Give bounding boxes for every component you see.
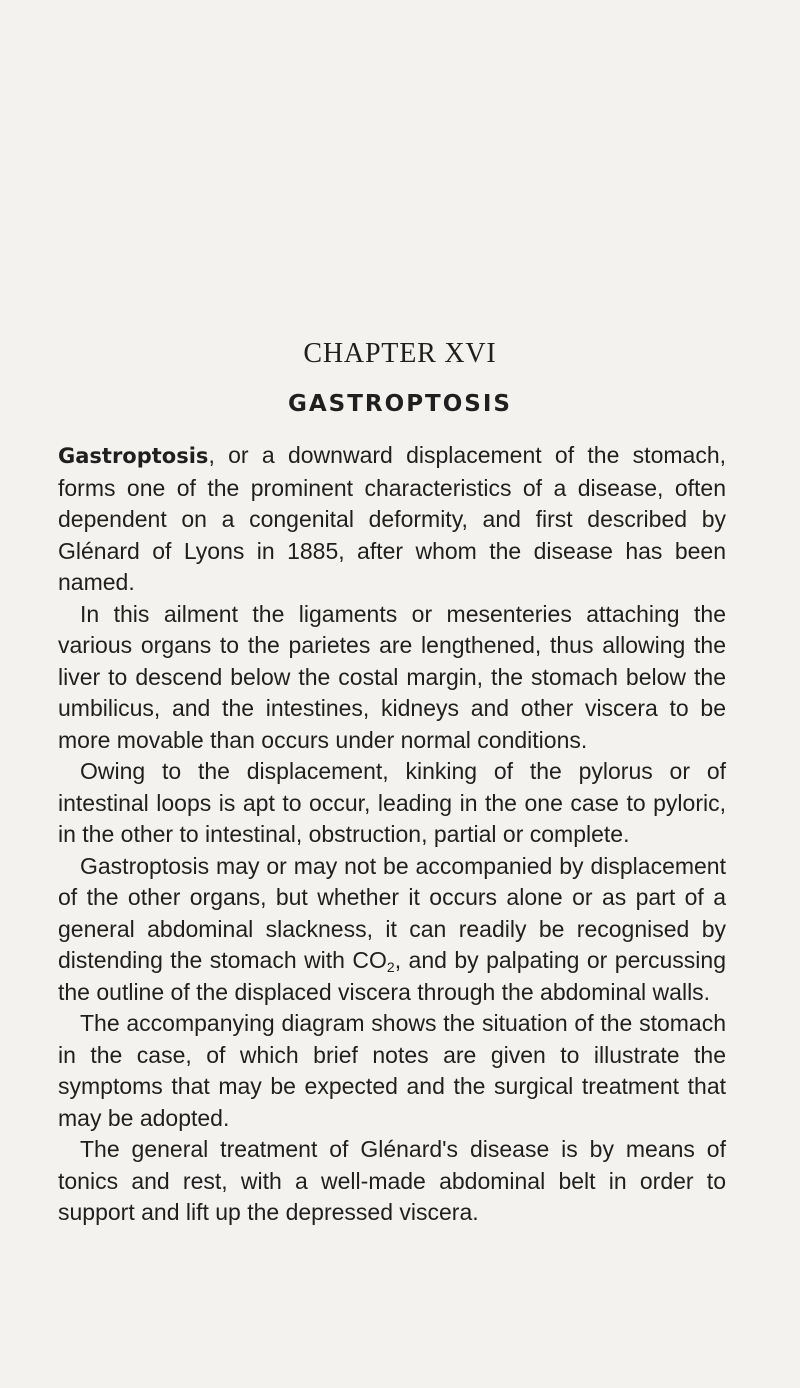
paragraph-6: The general treatment of Glénard's disease is by means of tonics and rest, with a well-made abdominal belt in order to support and lift up the depressed viscera. (58, 1136, 726, 1225)
paragraph-1-text: , or a downward displacement of the stomach, forms one of the prominent characteristics of a disease, often dependent on a congenital deformity, and first described by Glénard of Lyons in 1885, after whom the disease has been named. (58, 442, 726, 595)
body-text (58, 440, 726, 1229)
paragraph-5: The accompanying diagram shows the situation of the stomach in the case, of which brief notes are given to illustrate the symptoms that may be expected and the surgical treatment that may be adopted. (58, 1010, 726, 1131)
paragraph-2: In this ailment the ligaments or mesenteries attaching the various organs to the parietes are lengthened, thus allowing the liver to descend below the costal margin, the stomach below the umbilicus, and the intestines, kidneys and other viscera to be more movable than occurs under normal conditions. (58, 600, 726, 753)
paragraph-4 (58, 851, 726, 1009)
chapter-title: GASTROPTOSIS (288, 391, 512, 417)
paragraph-4-text-after: , and by palpating or percussing the outline of the displaced viscera through the abdominal walls. (58, 947, 727, 1005)
paragraph-1 (58, 440, 726, 599)
chapter-heading: CHAPTER XVI (303, 338, 497, 369)
paragraph-3: Owing to the displacement, kinking of the pylorus or of intestinal loops is apt to occur, leading in the one case to pyloric, in the other to intestinal, obstruction, partial or complete. (58, 758, 726, 847)
bold-term: Gastroptosis (58, 444, 209, 468)
paragraph-4-text-before: Gastroptosis may or may not be accompanied by displacement of the other organs, but whether it occurs alone or as part of a general abdominal slackness, it can readily be recognised by distending the stomach with CO (58, 852, 726, 973)
co2-subscript: 2 (386, 959, 395, 975)
